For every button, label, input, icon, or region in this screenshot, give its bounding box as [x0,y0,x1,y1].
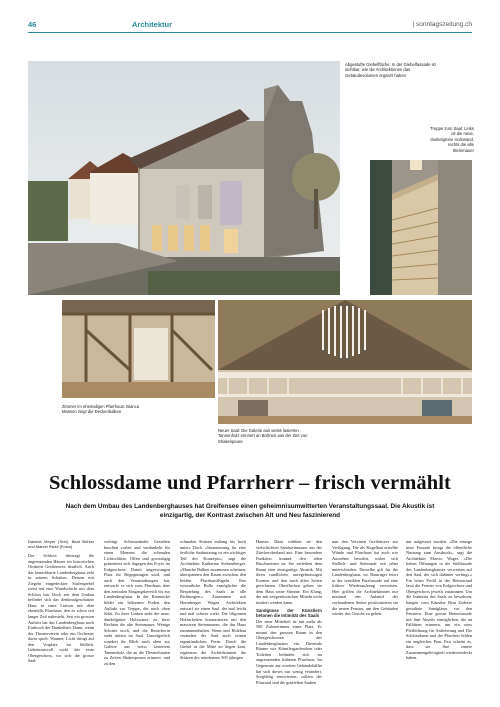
caption-hall: Neuer Saal: Die Galerie aus weiss lasierten Tannenholz erinnert an Bühnen aus der Zeit von Shakespeare [218,428,308,444]
staircase-photo [370,160,472,295]
column-text-5-continued: nun den Vereinen Greifensees zur Verfügung. Die als Kugelbau erstellte Wände und Pfarrhaus hat auch wie Aussehen bewahrt, wobei sich Südlich- und Seitenade seit jeher unterschieden. Dasselbe gilt für die Landenberghaus, wo Bauträger feiert in der sensiblen Putzfassade auf eine frühere Wiederaufzeug verweisen. Hier griffen die Architektinnen nur minimal ein: Anhand der vorhandenen Steine positionierten sie die neuen Fenster, um den Gebäuden wieder das Gesicht zu geben. [332,539,398,617]
caption-room: Zimmer im ehemaligen Pfarrhaus: Bianca Masson zeigt die Deckenbalken [62,404,140,415]
column-1 [28,539,94,664]
hall-photo [218,300,472,424]
page-header [28,20,472,32]
section-label: Architektur [132,20,173,29]
column-3 [180,539,246,661]
room-photo [62,300,215,398]
header-rule [28,32,472,33]
column-4 [256,539,322,685]
column-5 [332,539,398,617]
exterior-photo [28,61,340,295]
column-text-3: schmalen Stützen entlang bis hoch unters Dach. «Inszenierung für eine festliche Saalnutzung ist ein wichtiger Teil des Konzepts», sagt die Architektin Katharina Stehrenberger. «Manche Balken zusammen scheinen, überspannen den Raum zwischen den beiden Pfarrhausflügeln. Ihre wesentliche Rolle ermöglichte die Bespielung des Saals in alle Richtungen.» Zusammen mit Herrnberger Wagen Architekten entwarf sie einen Saal, der mal leicht und mal schwer wirkt. Die filigranen Holzarbeiten kontrastieren mit den massiven Steinmauern, die das Haus zusammenhalten. Wenn und Holzbau verändert der Saal auch seinen eigentümlichen Form. Durch die Giebel in die Mitte zu liegen kam, ergänzten die Architektinnen die Stützen des mindestens 500 jährigen [180,539,246,661]
subheading: Sandgüsse der Künstlern betonen die Intimität des Saals [256,607,322,619]
column-text-1: Der Schloss überragt die angrenzenden Häuser im historischen Ortskern Greifensees deutlich. Auch das benachbarte Landenberghaus zeht in seinem Schatten. Dessen mit Ziegeln eingedeckter Stufengiebel weist auf eine Wandschicht mit dem Schloss hin. Doch seit dem Umbau befindet sich das denkmalgeschützte Haus in einer Liaison mit dem ebenfalls Pfarrhaus, den es schon seit langer Zeit nahesteht. Seit ein grossen Auftritt hat das Landenberghaus nach Einbruch der Dunkelheit. Dann, wenn der Theaterverein oder ein Orchester darin spielt. Wanner, Licht dringt auf den Vorplatz im Südlich. Geheimnisvoll wirkt das erste Obergeschoss, wo sich die grosse Saal- [28,553,94,664]
column-2 [104,539,170,667]
column-text-5: Der neue Mittelteil ist mit mehr als 500 Zuhörerinnen eines Platz. Er nimmt den grossen Raum in den Obergeschossen des Landenberghauses ein. Dieserale Räume wie Künstlergarderoben oder Toiletten befinden sich im angrenzenden früheren Pfarrhaus. Im Gegensatz zur zweiten Gebäudehälfte hat sich dieses nur wenig verändert. Sorgfältig renovierten, sollten der Pfarrsaal und die getäfelten Stuben [256,618,322,685]
article-headline: Schlossdame und Pfarrherr – frisch vermählt [49,472,451,494]
article-body [28,539,472,689]
column-text-6: nur aufgesetzt wurden. «Die einzige neue Fassade bringt die öffentliche Nutzung zum Ausdruck», sagt die Architektin Marcio Wager. «Die hohen Öffnungen in der Südfassade des Landenberghauses verweisen auf den Saal, der sich dahinter verbirgt.» Ein leises Profil in der Betonwand fasst die Fenster von Erdgeschoss und Obergeschoss jeweils zusammen. Um die Intimität des Saals zu bewahren, hängen vorn Künstler Beat Zoderer gestaltete Sandgläser vor den Fenstern. Eine grosse Betonfassade mit fünf Abseits ermöglichen, die an Falltüren erinnern, um ein rotes Pfeilöffnung für Anlieferung und Die Schlossdame und der Pfarrherr bilden ein ungleiches Paar. Fast scheint es, dass sie ihre innere Zusammengehörigkeit wiederentdeckt haben. [406,539,472,661]
page-number: 46 [28,20,37,29]
column-text-4: Hauses. Dazu wählten sie den vielschichten Sandsteinmauer aus der Zürcheroberland aus. Eine besondere Funktion kommt den alten Bruchsteinen zu: Sie verleihen dem Raum eine einzigartige Akustik. Mit ihren rundlichen, unregelmässigen Formen und den nach allen Seiten gerichteten Oberflächen geben sie dem Haus seine Stimme. Ein Klang, der mit zeitgenössischen Mitteln nicht imitiert werden kann. [256,539,322,606]
column-6 [406,539,472,661]
column-text-2: verbirgt. Schemenhafte Gestalten huschen vorbei und verdunkeln für einen Moment die schmalen Lichtschlitze. Offen und grosszügig präsentiert sich dagegen das Foyer im Erdgeschoss. Damit ungezwungen Platz für Begegnungen wird, und auch den Veranstaltungen hat, entwarfe es sich vom Pfarrhaus aber den zentralen Eingangsbereich bis zur Landenberghaus. In der Raumecke bildet ein hölzernes Podest den Auftakt zur Treppe, die nach oben führt. Zu ihrer Linken steht die neue, dunkelgrüne Holzwand, zu ihrer Rechten die alte Steinmauer. Wenige Schritte noch, und die Besucherin steht mitten im Saal. Unweigerlich wandert ihr Blick nach oben zur Galerie aus weiss lasiertem Tannenholz, die an die Theaterbauten zu Zeiten Shakespeares erinnert, und zu den [104,539,170,667]
article-lead: Nach dem Umbau des Landenberghauses hat Greifensee einen geheimnisumwitterten Veranstaltungssaal. Die Akustik ist einzigartig, der Kontrast zwischen Alt und Neu faszinierend [65,503,435,519]
byline: Daniela Meyer (Text), Beat Bühler und Marcel Rickli (Fotos) [28,539,94,549]
caption-facade: Abgestufte Giebelfläche: In der Giebelfassade ist sichtbar, wie die Architektinnen das Gebäudevolumen ergänzt haben [345,62,436,78]
caption-staircase: Treppe zum Saal: Links ist die neue, dunkelgrüne Holzwand, rechts die alte Steinmauer [430,126,474,153]
publication-url: | sonntagszeitung.ch [412,21,472,28]
